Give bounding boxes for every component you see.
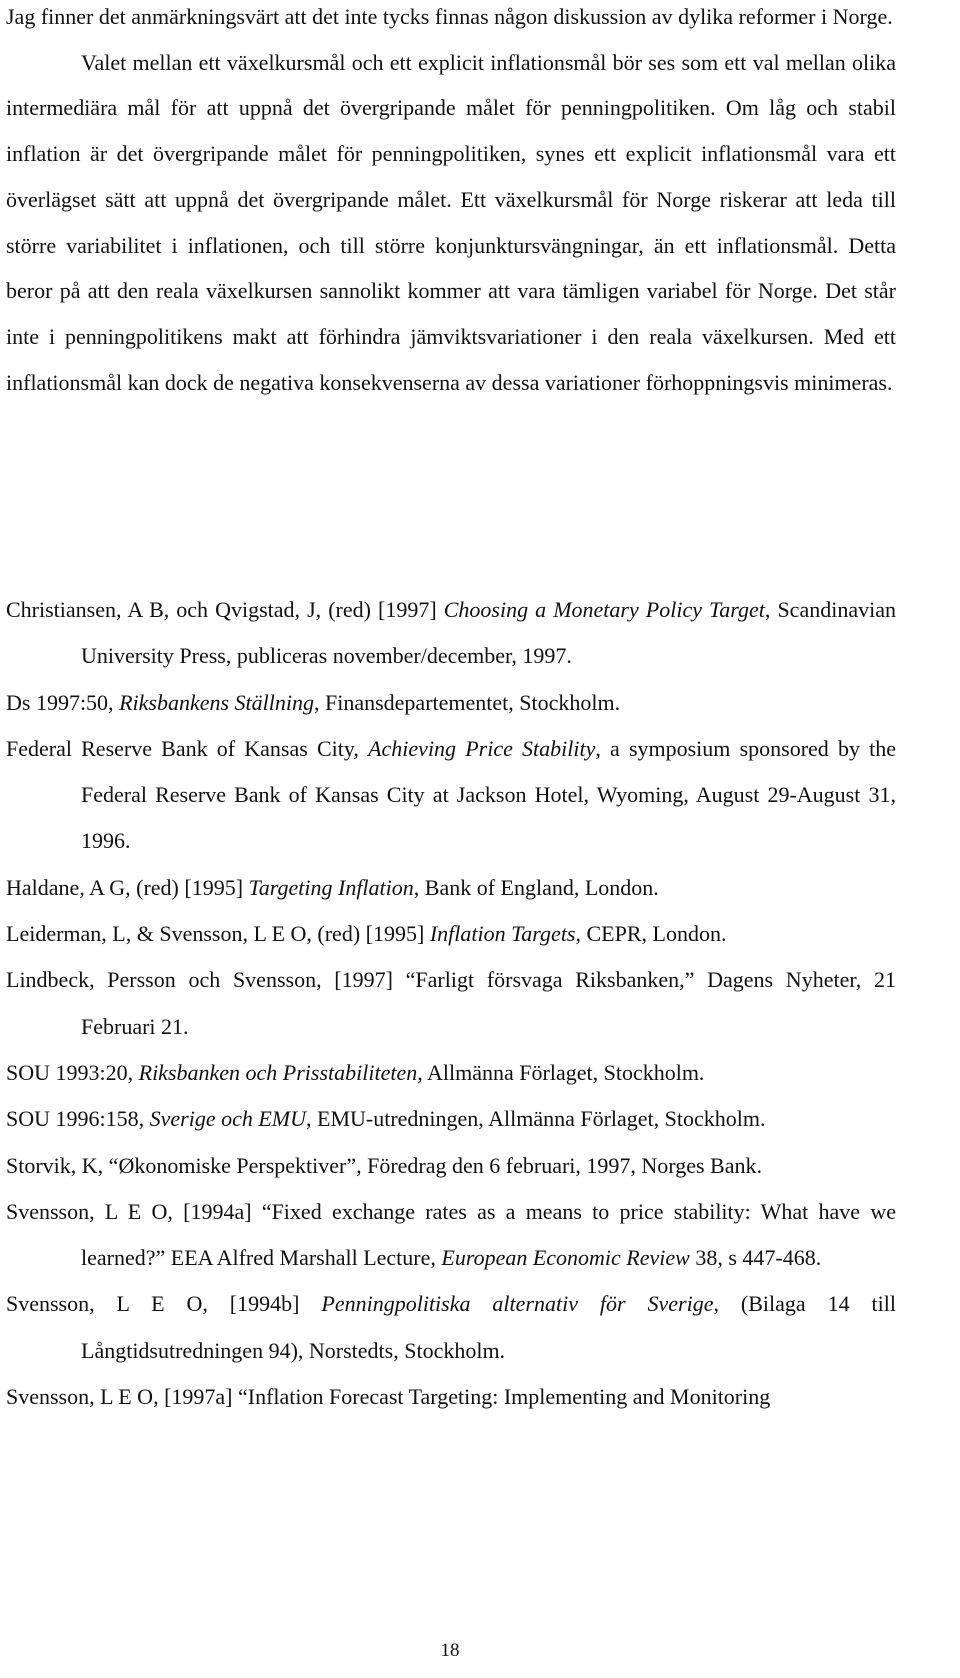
reference-item: Christiansen, A B, och Qvigstad, J, (red) [1997] Choosing a Monetary Policy Target, Scandinavian University Press, publiceras november/december, 1997. xyxy=(6,597,896,669)
reference-item: Federal Reserve Bank of Kansas City, Achieving Price Stability, a symposium sponsored by the Federal Reserve Bank of Kansas City at Jackson Hotel, Wyoming, August 29-August 31, 1996. xyxy=(6,735,896,854)
body-text xyxy=(6,0,896,405)
reference-item: Svensson, L E O, [1994a] “Fixed exchange rates as a means to price stability: What have we learned?” EEA Alfred Marshall Lecture, European Economic Review 38, s 447-468. xyxy=(6,1198,896,1271)
reference-item: SOU 1993:20, Riksbanken och Prisstabiliteten, Allmänna Förlaget, Stockholm. xyxy=(6,1059,705,1085)
reference-item: Svensson, L E O, [1994b] Penningpolitiska alternativ för Sverige, (Bilaga 14 till Långtidsutredningen 94), Norstedts, Stockholm. xyxy=(6,1291,896,1363)
reference-item: Lindbeck, Persson och Svensson, [1997] “Farligt försvaga Riksbanken,” Dagens Nyheter, 21 Februari 21. xyxy=(6,967,896,1039)
reference-item: Leiderman, L, & Svensson, L E O, (red) [1995] Inflation Targets, CEPR, London. xyxy=(6,921,727,947)
reference-item: Svensson, L E O, [1997a] “Inflation Forecast Targeting: Implementing and Monitoring xyxy=(6,1384,771,1410)
reference-item: Storvik, K, “Økonomiske Perspektiver”, Föredrag den 6 februari, 1997, Norges Bank. xyxy=(6,1152,762,1178)
reference-item: Haldane, A G, (red) [1995] Targeting Inflation, Bank of England, London. xyxy=(6,874,659,900)
reference-item: Ds 1997:50, Riksbankens Ställning, Finansdepartementet, Stockholm. xyxy=(6,689,621,715)
reference-list xyxy=(6,587,896,1420)
reference-item: SOU 1996:158, Sverige och EMU, EMU-utredningen, Allmänna Förlaget, Stockholm. xyxy=(6,1106,766,1132)
paragraph-1: Jag finner det anmärkningsvärt att det inte tycks finnas någon diskussion av dylika reformer i Norge. xyxy=(6,4,893,29)
paragraph-2: Valet mellan ett växelkursmål och ett explicit inflationsmål bör ses som ett val mellan olika intermediära mål för att uppnå det övergripande målet för penningpolitiken. Om låg och stabil inflation är det övergripande målet för penningpolitiken, synes ett explicit inflationsmål vara ett överlägset sätt att uppnå det övergripande målet. Ett växelkursmål för Norge riskerar att leda till större variabilitet i inflationen, och till större konjunktursvängningar, än ett inflationsmål. Detta beror på att den reala växelkursen sannolikt kommer att vara tämligen variabel för Norge. Det står inte i penningpolitikens makt att förhindra jämviktsvariationer i den reala växelkursen. Med ett inflationsmål kan dock de negativa konsekvenserna av dessa variationer förhoppningsvis minimeras. xyxy=(6,49,896,395)
page-number: 18 xyxy=(440,1640,460,1661)
